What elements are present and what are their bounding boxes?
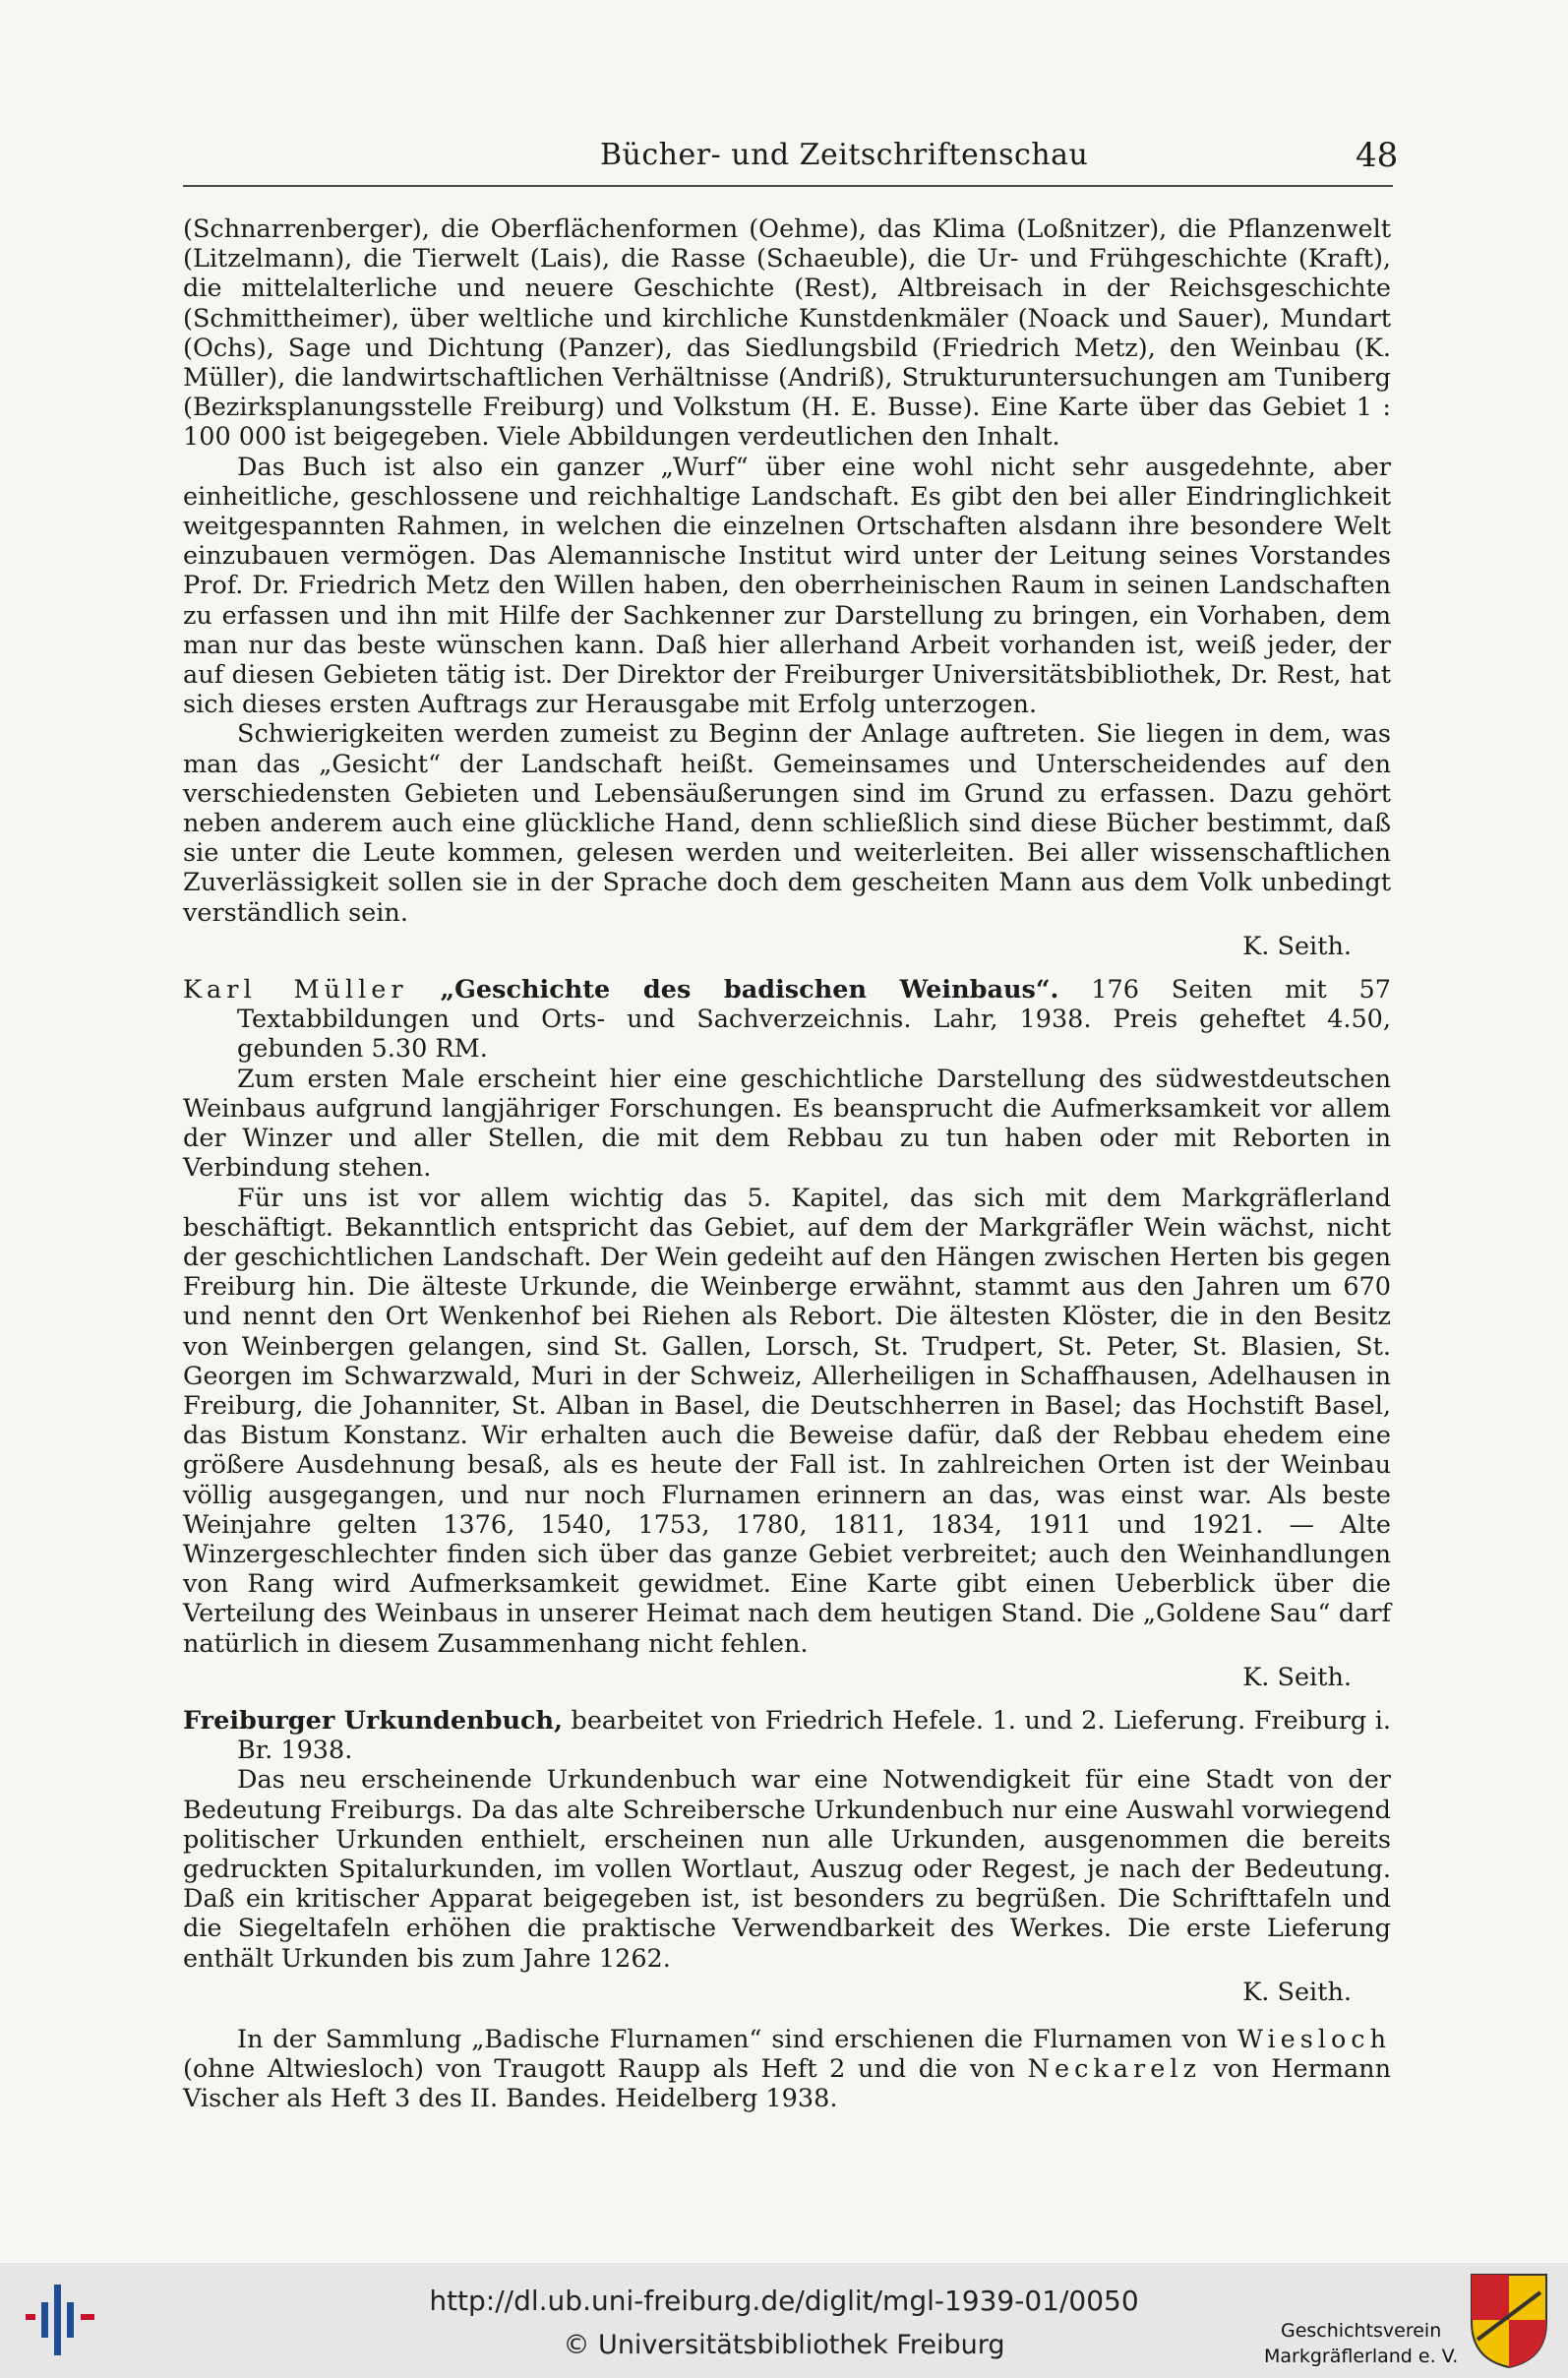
page-number: 48 [1356,136,1399,175]
society-name [1264,2318,1458,2369]
note-place-2: Neckarelz [1027,2054,1201,2085]
review1-paragraph-2: Das Buch ist also ein ganzer „Wurf“ über eine wohl nicht sehr ausgedehnte, aber einheitliche, geschlossene und reichhaltige Landschaft. Es gibt den bei aller Eindringlichkeit weitgespannten Rahmen, in welchen die einzelnen Ortschaften alsdann ihre besondere Welt einzubauen vermögen. Das Alemannische Institut wird unter der Leitung seines Vorstandes Prof. Dr. Friedrich Metz den Willen haben, den oberrheinischen Raum in seinen Landschaften zu erfassen und ihn mit Hilfe der Sachkenner zur Darstellung zu bringen, ein Vorhaben, dem man nur das beste wünschen kann. Daß hier allerhand Arbeit vorhanden ist, weiß jeder, der auf diesen Gebieten tätig ist. Der Direktor der Freiburger Universitätsbibliothek, Dr. Rest, hat sich dieses ersten Auftrags zur Herausgabe mit Erfolg unterzogen. [183,452,1391,720]
review3-signature: K. Seith. [1242,1977,1352,2007]
copyright-notice: © Universitätsbibliothek Freiburg [563,2330,1005,2360]
note-text-2: (ohne Altwiesloch) von Traugott Raupp als Heft 2 und die von [183,2054,1016,2085]
review3-paragraph-1: Das neu erscheinende Urkundenbuch war eine Notwendigkeit für eine Stadt von der Bedeutung Freiburgs. Da das alte Schreibersche Urkundenbuch nur eine Auswahl vorwiegend politischer Urkunden enthielt, erscheinen nun alle Urkunden, ausgenommen die bereits gedruckten Spitalurkunden, im vollen Wortlaut, Auszug oder Regest, je nach der Bedeutung. Daß ein kritischer Apparat beigegeben ist, ist besonders zu begrüßen. Die Schrifttafeln und die Siegeltafeln erhöhen die praktische Verwendbarkeit des Werkes. Die erste Lieferung enthält Urkunden bis zum Jahre 1262. [183,1765,1391,1974]
review1-paragraph-1: (Schnarrenberger), die Oberflächenformen (Oehme), das Klima (Loßnitzer), die Pflanzenwelt (Litzelmann), die Tierwelt (Lais), die Rasse (Schaeuble), die Ur- und Frühgeschichte (Kraft), die mittelalterliche und neuere Geschichte (Rest), Altbreisach in der Reichsgeschichte (Schmittheimer), über weltliche und kirchliche Kunstdenkmäler (Noack und Sauer), Mundart (Ochs), Sage und Dichtung (Panzer), das Siedlungsbild (Friedrich Metz), den Weinbau (K. Müller), die landwirtschaftlichen Verhältnisse (Andriß), Strukturuntersuchungen am Tuniberg (Bezirksplanungsstelle Freiburg) und Volkstum (H. E. Busse). Eine Karte über das Gebiet 1 : 100 000 ist beigegeben. Viele Abbildungen verdeutlichen den Inhalt. [183,214,1391,453]
review2-author: Karl Müller [183,975,408,1006]
note-place-1: Wiesloch [1236,2024,1392,2054]
review2-details: 176 Seiten mit 57 Textabbildungen und Orts- und Sachverzeichnis. Lahr, 1938. Preis geheftet 4.50, gebunden 5.30 RM. [237,975,1392,1065]
review2-paragraph-1: Zum ersten Male erscheint hier eine geschichtliche Darstellung des südwestdeutschen Weinbaus aufgrund langjähriger Forschungen. Es beansprucht die Aufmerksamkeit vor allem der Winzer und aller Stellen, die mit dem Rebbau zu tun haben oder mit Reborten in Verbindung stehen. [183,1064,1391,1184]
header-rule [183,185,1393,187]
footer-bar [0,2263,1568,2378]
note-text-1: In der Sammlung „Badische Flurnamen“ sind erschienen die Flurnamen von [237,2024,1228,2054]
review1-paragraph-3: Schwierigkeiten werden zumeist zu Beginn der Anlage auftreten. Sie liegen in dem, was man das „Gesicht“ der Landschaft heißt. Gemeinsames und Unterscheidendes auf den verschiedensten Gebieten und Lebensäußerungen sind im Grund zu erfassen. Dazu gehört neben anderem auch eine glückliche Hand, denn schließlich sind diese Bücher bestimmt, daß sie unter die Leute kommen, gelesen werden und weiterleiten. Bei aller wissenschaftlichen Zuverlässigkeit sollen sie in der Sprache doch dem gescheiten Mann aus dem Volk unbedingt verständlich sein. [183,719,1391,928]
review2-title: „Geschichte des badischen Weinbaus“. [440,975,1059,1006]
review1-signature: K. Seith. [1242,931,1352,961]
society-line-2: Markgräflerland e. V. [1264,2346,1459,2367]
flurnamen-note [183,2025,1391,2114]
note-text-3: von Hermann Vischer als Heft 3 des II. Bandes. Heidelberg 1938. [183,2054,1391,2114]
review2-heading [183,975,1391,1065]
review3-details: bearbeitet von Friedrich Hefele. 1. und 2. Lieferung. Freiburg i. Br. 1938. [237,1705,1391,1766]
source-url-link[interactable]: http://dl.ub.uni-freiburg.de/diglit/mgl-1939-01/0050 [429,2285,1139,2317]
review3-heading [183,1706,1391,1765]
review3-title: Freiburger Urkundenbuch, [183,1705,563,1736]
coat-of-arms-icon [1468,2271,1550,2371]
running-head: Bücher- und Zeitschriftenschau [600,138,1089,172]
society-line-1: Geschichtsverein [1281,2320,1442,2342]
body-text [183,214,1391,2114]
review2-signature: K. Seith. [1242,1662,1352,1692]
review2-paragraph-2: Für uns ist vor allem wichtig das 5. Kapitel, das sich mit dem Markgräflerland beschäftigt. Bekanntlich entspricht das Gebiet, auf dem der Markgräfler Wein wächst, nicht der geschichtlichen Landschaft. Der Wein gedeiht auf den Hängen zwischen Herten bis gegen Freiburg hin. Die älteste Urkunde, die Weinberge erwähnt, stammt aus den Jahren um 670 und nennt den Ort Wenkenhof bei Riehen als Rebort. Die ältesten Klöster, die in den Besitz von Weinbergen gelangen, sind St. Gallen, Lorsch, St. Trudpert, St. Peter, St. Blasien, St. Georgen im Schwarzwald, Muri in der Schweiz, Allerheiligen in Schaffhausen, Adelhausen in Freiburg, die Johanniter, St. Alban in Basel, die Deutschherren in Basel; das Hochstift Basel, das Bistum Konstanz. Wir erhalten auch die Beweise dafür, daß der Rebbau ehedem eine größere Ausdehnung besaß, als es heute der Fall ist. In zahlreichen Orten ist der Weinbau völlig ausgegangen, und nur noch Flurnamen erinnern an das, was einst war. Als beste Weinjahre gelten 1376, 1540, 1753, 1780, 1811, 1834, 1911 und 1921. — Alte Winzergeschlechter finden sich über das ganze Gebiet verbreitet; auch den Weinhandlungen von Rang wird Aufmerksamkeit gewidmet. Eine Karte gibt einen Ueberblick über die Verteilung des Weinbaus in unserer Heimat nach dem heutigen Stand. Die „Goldene Sau“ darf natürlich in diesem Zusammenhang nicht fehlen. [183,1183,1391,1659]
